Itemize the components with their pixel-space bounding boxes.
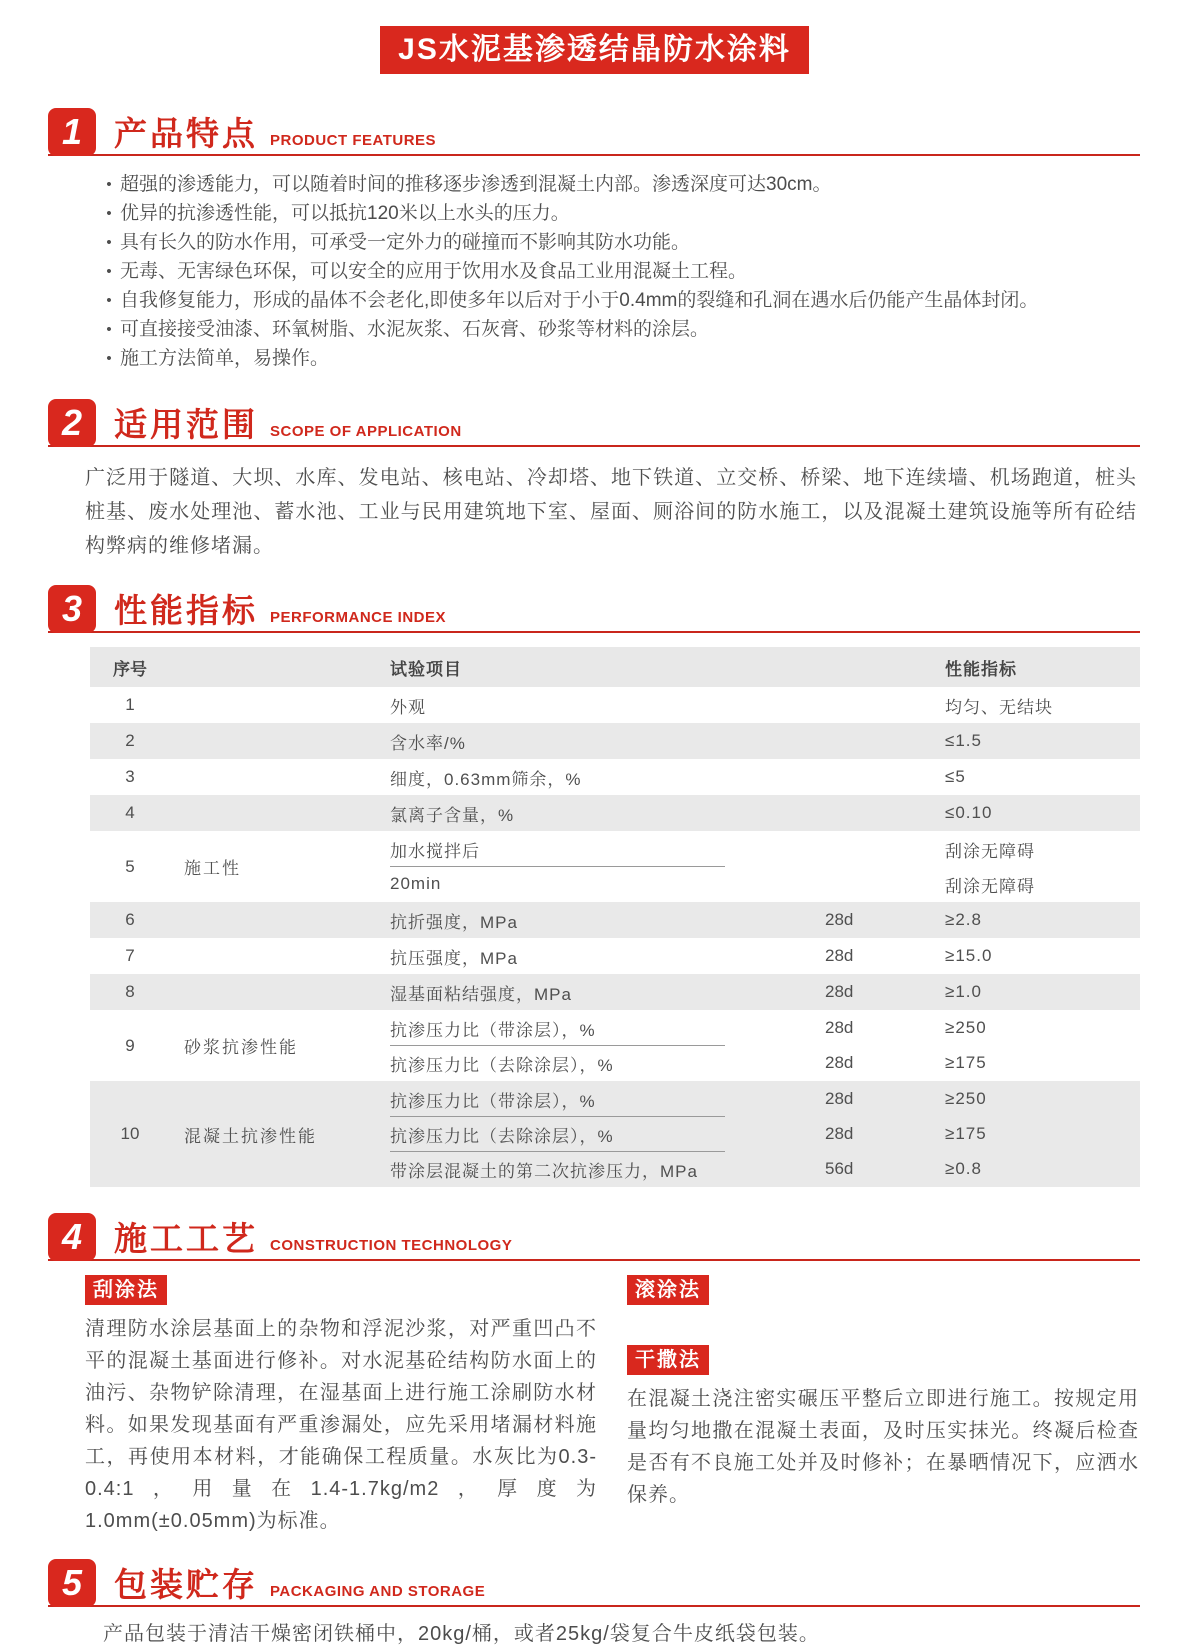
cell-value: ≥1.0 xyxy=(945,982,982,1001)
feature-text: 具有长久的防水作用，可承受一定外力的碰撞而不影响其防水功能。 xyxy=(120,232,691,253)
cell-value: 性能指标 xyxy=(945,659,1017,679)
table-subrow xyxy=(390,1047,1140,1079)
scrape-method-text: 清理防水涂层基面上的杂物和浮泥沙浆，对严重凹凸不平的混凝土基面进行修补。对水泥基砼结构防水面上的油污、杂物铲除清理，在湿基面上进行施工涂刷防水材料。如果发现基面有严重渗漏处，应先采用堵漏材料施工，再使用本材料，才能确保工程质量。水灰比为0.3-0.4:1，用量在1.4-1.7kg/m2，厚度为1.0mm(±0.05mm)为标准。 xyxy=(85,1318,597,1532)
packaging-paragraph: 产品包装于清洁干燥密闭铁桶中，20kg/桶，或者25kg/袋复合牛皮纸袋包装。 xyxy=(103,1623,820,1645)
table-subrow xyxy=(390,649,1140,685)
section-2-header xyxy=(48,399,1140,447)
banner-wrap xyxy=(0,0,1189,74)
bullet-icon: • xyxy=(106,176,112,193)
dry-method-text: 在混凝土浇注密实碾压平整后立即进行施工。按规定用量均匀地撒在混凝土表面，及时压实抹光。终凝后检查是否有不良施工处并及时修补；在暴晒情况下，应洒水保养。 xyxy=(627,1388,1139,1506)
table-header-row xyxy=(90,647,1140,687)
cell-no: 9 xyxy=(125,1035,135,1055)
cell-item-name: 20min xyxy=(390,874,442,893)
feature-item xyxy=(98,170,1129,199)
cell-age: 28d xyxy=(825,1053,854,1072)
cell-value: ≤0.10 xyxy=(945,803,993,822)
cell-item-name: 氯离子含量，% xyxy=(390,805,515,825)
cell-age: 28d xyxy=(825,982,854,1001)
bullet-icon: • xyxy=(106,263,112,280)
feature-item xyxy=(98,286,1129,315)
feature-text: 优异的抗渗透性能，可以抵抗120米以上水头的压力。 xyxy=(120,203,570,224)
row-divider xyxy=(390,866,725,867)
cell-main xyxy=(390,902,1140,938)
section-1-title: 产品特点 xyxy=(114,115,258,152)
cell-main xyxy=(390,1081,1140,1187)
spacer xyxy=(627,1305,1139,1345)
section-5-title: 包装贮存 xyxy=(114,1566,258,1603)
cell-main xyxy=(390,759,1140,795)
table-subrow xyxy=(390,1012,1140,1044)
feature-item xyxy=(98,199,1129,228)
cell-no: 3 xyxy=(125,767,135,786)
table-subrow xyxy=(390,725,1140,757)
table-subrow xyxy=(390,797,1140,829)
cell-value: ≥250 xyxy=(945,1018,987,1037)
table-subrow xyxy=(390,940,1140,972)
cell-value: 刮涂无障碍 xyxy=(945,876,1035,896)
cell-item-name: 加水搅拌后 xyxy=(390,841,480,861)
cell-item-name: 外观 xyxy=(390,697,426,717)
cell-main xyxy=(390,723,1140,759)
table-subrow xyxy=(390,904,1140,936)
table-subrow xyxy=(390,1153,1140,1185)
table-subrow xyxy=(390,1118,1140,1150)
table-subrow xyxy=(390,1083,1140,1115)
construction-columns xyxy=(85,1275,1139,1537)
table-row xyxy=(90,795,1140,831)
cell-age: 28d xyxy=(825,1124,854,1143)
feature-text: 自我修复能力，形成的晶体不会老化,即使多年以后对于小于0.4mm的裂缝和孔洞在遇水后仍能产生晶体封闭。 xyxy=(120,290,1039,311)
feature-item xyxy=(98,257,1129,286)
cell-item-name: 抗渗压力比（去除涂层），% xyxy=(390,1126,614,1146)
row-divider xyxy=(390,1116,725,1117)
table-subrow xyxy=(390,976,1140,1008)
feature-item xyxy=(98,315,1129,344)
cell-item-name: 带涂层混凝土的第二次抗渗压力，MPa xyxy=(390,1161,698,1181)
cell-item-name: 抗折强度，MPa xyxy=(390,912,518,932)
section-5-number: 5 xyxy=(48,1559,96,1607)
cell-item-name: 含水率/% xyxy=(390,733,466,753)
section-5-header xyxy=(48,1559,1140,1607)
cell-item-name: 试验项目 xyxy=(390,659,462,679)
cell-value: ≥2.8 xyxy=(945,910,982,929)
cell-main xyxy=(390,1010,1140,1081)
feature-text: 无毒、无害绿色环保，可以安全的应用于饮用水及食品工业用混凝土工程。 xyxy=(120,261,748,282)
cell-no: 6 xyxy=(125,910,135,929)
feature-text: 超强的渗透能力，可以随着时间的推移逐步渗透到混凝土内部。渗透深度可达30cm。 xyxy=(120,174,832,195)
cell-category: 施工性 xyxy=(184,859,241,878)
section-4-subtitle: CONSTRUCTION TECHNOLOGY xyxy=(270,1237,513,1254)
cell-value: ≥250 xyxy=(945,1089,987,1108)
table-row xyxy=(90,974,1140,1010)
cell-value: ≤1.5 xyxy=(945,731,982,750)
performance-table xyxy=(90,647,1140,1187)
cell-main xyxy=(390,795,1140,831)
table-row xyxy=(90,1010,1140,1081)
feature-text: 施工方法简单，易操作。 xyxy=(120,348,330,369)
section-4-title: 施工工艺 xyxy=(114,1220,258,1257)
cell-value: 均匀、无结块 xyxy=(945,697,1053,717)
section-1-number: 1 xyxy=(48,108,96,156)
table-row xyxy=(90,902,1140,938)
scrape-method-badge: 刮涂法 xyxy=(85,1275,167,1305)
cell-no: 1 xyxy=(125,695,135,714)
cell-age: 28d xyxy=(825,946,854,965)
table-row xyxy=(90,938,1140,974)
cell-item-name: 湿基面粘结强度，MPa xyxy=(390,984,572,1004)
cell-main xyxy=(390,831,1140,902)
section-4-header xyxy=(48,1213,1140,1261)
cell-value: ≥15.0 xyxy=(945,946,993,965)
bullet-icon: • xyxy=(106,321,112,338)
cell-age: 28d xyxy=(825,1089,854,1108)
section-3-header xyxy=(48,585,1140,633)
cell-category: 砂浆抗渗性能 xyxy=(184,1038,298,1057)
table-subrow xyxy=(390,833,1140,865)
cell-main xyxy=(390,687,1140,723)
bullet-icon: • xyxy=(106,292,112,309)
row-divider xyxy=(390,1045,725,1046)
section-4-number: 4 xyxy=(48,1213,96,1261)
section-3-title: 性能指标 xyxy=(114,592,258,629)
table-row xyxy=(90,759,1140,795)
section-2-number: 2 xyxy=(48,399,96,447)
table-row xyxy=(90,687,1140,723)
cell-item-name: 抗压强度，MPa xyxy=(390,948,518,968)
cell-age: 28d xyxy=(825,1018,854,1037)
cell-no: 序号 xyxy=(113,659,147,679)
cell-age: 28d xyxy=(825,910,854,929)
feature-text: 可直接接受油漆、环氧树脂、水泥灰浆、石灰膏、砂浆等材料的涂层。 xyxy=(120,319,710,340)
roll-dry-method-column xyxy=(627,1275,1139,1537)
cell-value: ≥175 xyxy=(945,1124,987,1143)
table-subrow xyxy=(390,761,1140,793)
cell-item-name: 抗渗压力比（带涂层），% xyxy=(390,1091,596,1111)
feature-item xyxy=(98,344,1129,373)
cell-item-name: 抗渗压力比（去除涂层），% xyxy=(390,1055,614,1075)
scrape-method-column xyxy=(85,1275,597,1537)
section-1-header xyxy=(48,108,1140,156)
table-subrow xyxy=(390,868,1140,900)
bullet-icon: • xyxy=(106,205,112,222)
table-row xyxy=(90,831,1140,902)
scope-paragraph: 广泛用于隧道、大坝、水库、发电站、核电站、冷却塔、地下铁道、立交桥、桥梁、地下连续墙、机场跑道，桩头桩基、废水处理池、蓄水池、工业与民用建筑地下室、屋面、厕浴间的防水施工，以及混凝土建筑设施等所有砼结构弊病的维修堵漏。 xyxy=(85,467,1137,557)
dry-method-badge: 干撒法 xyxy=(627,1345,709,1375)
table-row xyxy=(90,1081,1140,1187)
table-row xyxy=(90,723,1140,759)
section-5-subtitle: PACKAGING AND STORAGE xyxy=(270,1583,486,1600)
cell-no: 8 xyxy=(125,982,135,1001)
product-title-banner: JS水泥基渗透结晶防水涂料 xyxy=(380,26,809,74)
cell-no: 10 xyxy=(120,1124,140,1143)
cell-item-name: 细度，0.63mm筛余，% xyxy=(390,769,582,789)
cell-main xyxy=(390,974,1140,1010)
roll-method-badge: 滚涂法 xyxy=(627,1275,709,1305)
cell-value: ≥0.8 xyxy=(945,1159,982,1178)
row-divider xyxy=(390,1151,725,1152)
cell-main xyxy=(390,938,1140,974)
section-2-title: 适用范围 xyxy=(114,406,258,443)
cell-main xyxy=(390,647,1140,687)
cell-item-name: 抗渗压力比（带涂层），% xyxy=(390,1020,596,1040)
section-3-number: 3 xyxy=(48,585,96,633)
cell-no: 4 xyxy=(125,803,135,822)
section-1-subtitle: PRODUCT FEATURES xyxy=(270,132,437,149)
bullet-icon: • xyxy=(106,234,112,251)
cell-value: ≤5 xyxy=(945,767,966,786)
cell-age: 56d xyxy=(825,1159,854,1178)
table-subrow xyxy=(390,689,1140,721)
section-3-subtitle: PERFORMANCE INDEX xyxy=(270,609,447,626)
section-2-subtitle: SCOPE OF APPLICATION xyxy=(270,423,462,440)
cell-no: 2 xyxy=(125,731,135,750)
bullet-icon: • xyxy=(106,350,112,367)
cell-category: 混凝土抗渗性能 xyxy=(184,1126,317,1146)
cell-no: 5 xyxy=(125,856,135,876)
cell-value: ≥175 xyxy=(945,1053,987,1072)
cell-value: 刮涂无障碍 xyxy=(945,841,1035,861)
cell-no: 7 xyxy=(125,946,135,965)
feature-item xyxy=(98,228,1129,257)
features-list xyxy=(98,170,1129,373)
